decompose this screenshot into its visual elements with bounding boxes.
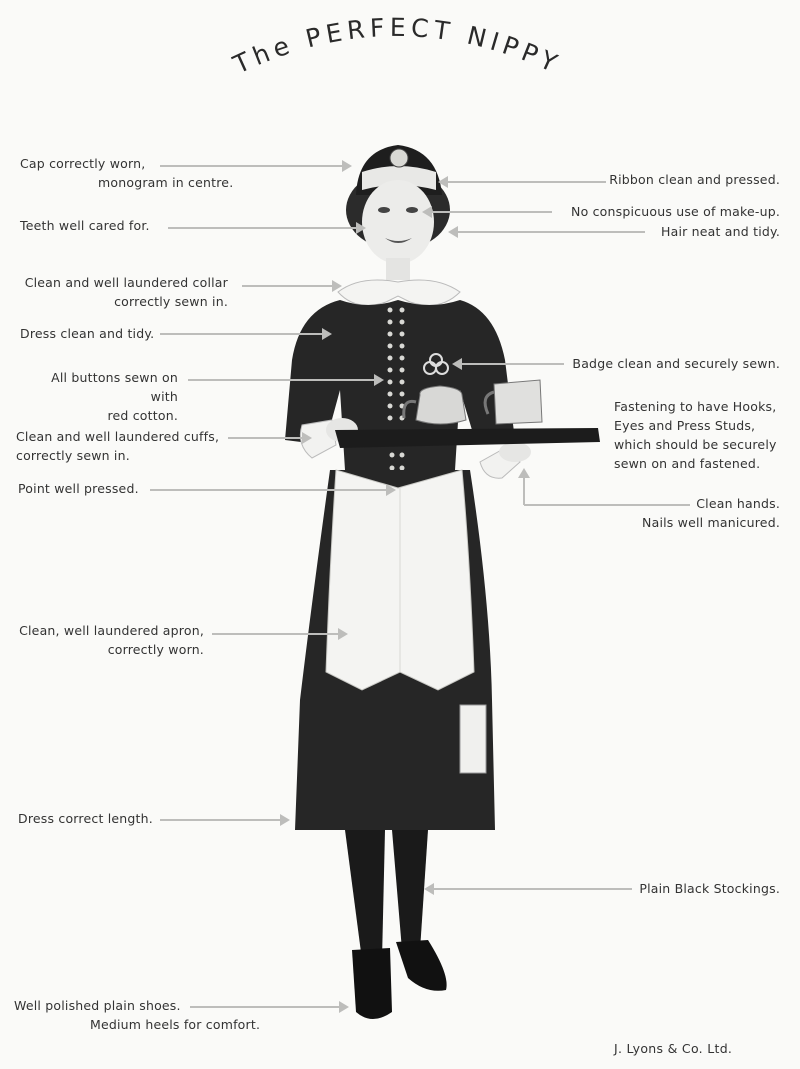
label-fastening-line-2: Eyes and Press Studs,: [614, 418, 756, 433]
label-fastening-line-3: which should be securely: [614, 437, 777, 452]
label-collar-line-2: correctly sewn in.: [114, 294, 228, 309]
label-teeth: [20, 216, 150, 235]
label-stockings: [600, 879, 780, 898]
order-pad: [460, 705, 486, 773]
right-hand: [499, 442, 531, 462]
label-shoes-line-2: Medium heels for comfort.: [90, 1017, 261, 1032]
label-apron-line-2: correctly worn.: [107, 642, 204, 657]
right-shoe: [396, 940, 447, 991]
label-fastening-line-1: Fastening to have Hooks,: [614, 399, 777, 414]
label-collar: [20, 273, 228, 311]
page-title: The PERFECT NIPPY: [228, 12, 566, 80]
label-dress: [20, 324, 154, 343]
left-eye: [378, 207, 390, 213]
label-hands-line-2: Nails well manicured.: [642, 515, 780, 530]
label-shoes-line-1: Well polished plain shoes.: [14, 998, 181, 1013]
label-fastening-line-4: sewn on and fastened.: [614, 456, 761, 471]
label-hair-line-1: Hair neat and tidy.: [661, 224, 780, 239]
neck: [386, 258, 410, 280]
label-shoes: [14, 996, 260, 1034]
right-eye: [406, 207, 418, 213]
right-leg: [392, 830, 428, 950]
label-length: [18, 809, 153, 828]
left-leg: [345, 830, 385, 960]
label-cap-line-1: Cap correctly worn,: [20, 156, 146, 171]
label-stockings-line-1: Plain Black Stockings.: [639, 881, 780, 896]
label-length-line-1: Dress correct length.: [18, 811, 153, 826]
monogram: [390, 149, 408, 167]
label-collar-line-1: Clean and well laundered collar: [24, 275, 228, 290]
label-makeup: [520, 202, 780, 221]
label-apron: [16, 621, 204, 659]
label-buttons-line-1: All buttons sewn on with: [51, 370, 178, 404]
label-point: [18, 479, 139, 498]
label-cap-line-2: monogram in centre.: [98, 175, 234, 190]
face: [362, 180, 434, 264]
label-buttons: [20, 368, 178, 425]
label-badge: [540, 354, 780, 373]
label-hair: [600, 222, 780, 241]
label-hands-line-1: Clean hands.: [696, 496, 780, 511]
label-cuffs: [16, 427, 219, 465]
teapot: [416, 386, 466, 424]
label-apron-line-1: Clean, well laundered apron,: [19, 623, 204, 638]
label-fastening: [614, 397, 777, 473]
footer-imprint: J. Lyons & Co. Ltd.: [614, 1041, 733, 1056]
label-ribbon-line-1: Ribbon clean and pressed.: [609, 172, 780, 187]
label-buttons-line-2: red cotton.: [107, 408, 178, 423]
label-badge-line-1: Badge clean and securely sewn.: [572, 356, 780, 371]
label-point-line-1: Point well pressed.: [18, 481, 139, 496]
label-cuffs-line-2: correctly sewn in.: [16, 448, 130, 463]
label-hands: [600, 494, 780, 532]
label-dress-line-1: Dress clean and tidy.: [20, 326, 155, 341]
jug: [494, 380, 542, 424]
label-teeth-line-1: Teeth well cared for.: [20, 218, 150, 233]
label-cuffs-line-1: Clean and well laundered cuffs,: [16, 429, 220, 444]
label-makeup-line-1: No conspicuous use of make-up.: [571, 204, 780, 219]
left-shoe: [352, 948, 392, 1019]
tray: [335, 428, 600, 448]
label-ribbon: [560, 170, 780, 189]
label-cap: [20, 154, 233, 192]
